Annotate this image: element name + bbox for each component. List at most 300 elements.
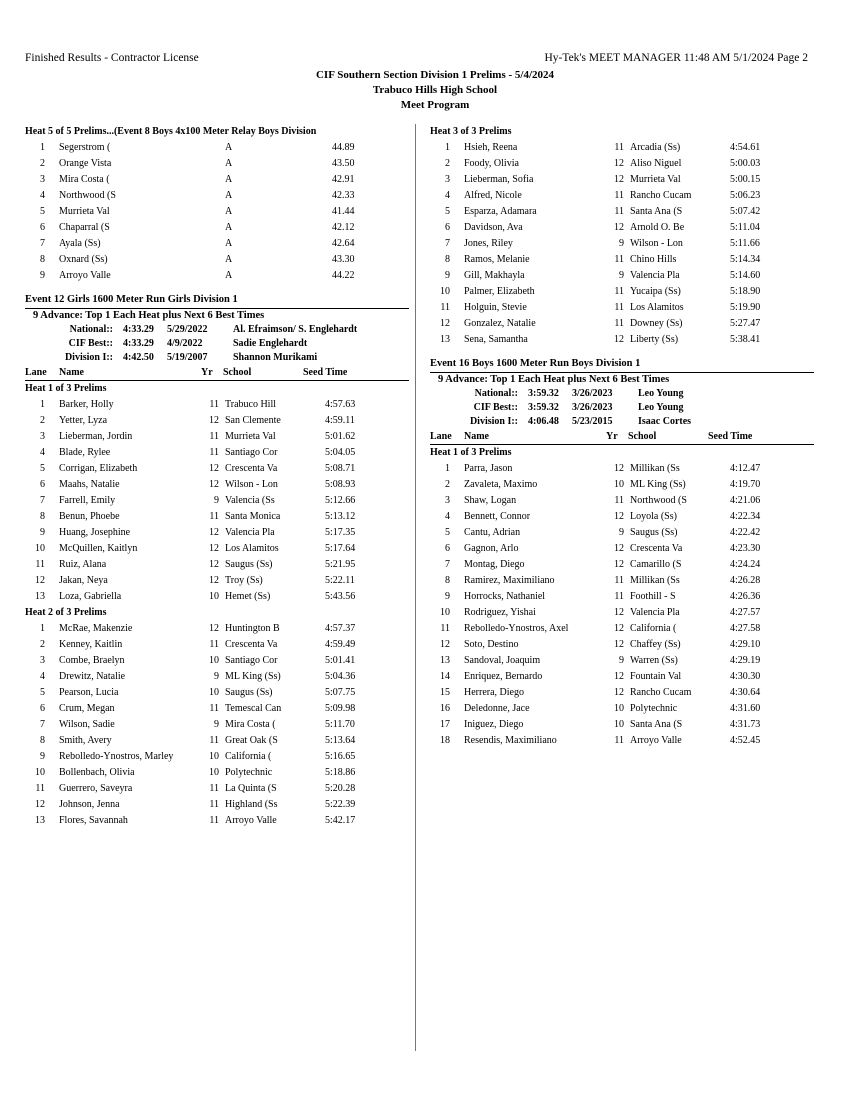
athlete-name: Sandoval, Joaquim — [464, 655, 541, 666]
entry-row — [25, 813, 409, 829]
seed-time: 5:08.93 — [325, 479, 356, 490]
seed-time: 4:27.58 — [730, 623, 761, 634]
school: Millikan (Ss — [630, 463, 680, 474]
entry-row — [25, 733, 409, 749]
team: Segerstrom ( — [59, 142, 111, 153]
relay-row — [25, 140, 409, 156]
school: Troy (Ss) — [225, 575, 263, 586]
seed-time: 4:29.10 — [730, 639, 761, 650]
lane: 3 — [445, 174, 450, 185]
school: Polytechnic — [630, 703, 678, 714]
school: Los Alamitos — [225, 543, 279, 554]
year: 11 — [209, 735, 219, 746]
year: 11 — [614, 495, 624, 506]
team: Oxnard (Ss) — [59, 254, 108, 265]
record-time: 4:42.50 — [123, 352, 154, 363]
lane: 2 — [40, 639, 45, 650]
school: Yucaipa (Ss) — [630, 286, 681, 297]
year: 10 — [209, 591, 219, 602]
event-16-title: Event 16 Boys 1600 Meter Run Boys Division 1 — [430, 356, 814, 373]
lane: 7 — [40, 719, 45, 730]
record-row — [430, 415, 814, 429]
column-divider — [415, 124, 416, 1051]
lane: 12 — [35, 799, 45, 810]
record-holder: Sadie Englehardt — [233, 338, 308, 349]
lane: 10 — [440, 286, 450, 297]
meet-venue: Trabuco Hills High School — [372, 84, 498, 96]
record-date: 4/9/2022 — [167, 338, 203, 349]
year: 10 — [209, 687, 219, 698]
record-holder: Al. Efraimson/ S. Englehardt — [233, 324, 358, 335]
record-holder: Isaac Cortes — [638, 416, 692, 427]
lane: 10 — [440, 607, 450, 618]
athlete-name: Ramos, Melanie — [464, 254, 530, 265]
lane: 1 — [40, 399, 45, 410]
athlete-name: Huang, Josephine — [59, 527, 131, 538]
year: 11 — [209, 799, 219, 810]
athlete-name: Herrera, Diego — [464, 687, 524, 698]
seed-time: 43.50 — [332, 158, 355, 169]
school: Liberty (Ss) — [630, 334, 679, 345]
lane: 1 — [445, 142, 450, 153]
lane: 5 — [40, 687, 45, 698]
lane: 8 — [40, 735, 45, 746]
relay-row — [25, 188, 409, 204]
relay-heat-title: Heat 5 of 5 Prelims...(Event 8 Boys 4x100 Meter Relay Boys Division — [25, 126, 317, 137]
year: 10 — [614, 479, 624, 490]
year: 9 — [214, 671, 219, 682]
lane: 12 — [35, 575, 45, 586]
year: 10 — [209, 751, 219, 762]
entry-row — [430, 268, 814, 284]
record-time: 4:06.48 — [528, 416, 559, 427]
entry-row — [430, 332, 814, 348]
col-name: Name — [464, 431, 489, 442]
entry-row — [430, 477, 814, 493]
athlete-name: Bollenbach, Olivia — [59, 767, 135, 778]
entry-row — [25, 461, 409, 477]
athlete-name: Foody, Olivia — [464, 158, 519, 169]
school: Foothill - S — [630, 591, 676, 602]
year: 12 — [614, 639, 624, 650]
athlete-name: Holguin, Stevie — [464, 302, 527, 313]
school: Saugus (Ss) — [225, 559, 273, 570]
seed-time: 5:08.71 — [325, 463, 356, 474]
entry-row — [25, 541, 409, 557]
lane: 8 — [445, 254, 450, 265]
entry-row — [25, 429, 409, 445]
entry-row — [25, 413, 409, 429]
team: Ayala (Ss) — [59, 238, 101, 249]
athlete-name: Pearson, Lucia — [59, 687, 119, 698]
lane: 7 — [40, 495, 45, 506]
athlete-name: Soto, Destino — [464, 639, 519, 650]
entry-row — [430, 653, 814, 669]
entry-row — [430, 525, 814, 541]
school: California ( — [225, 751, 272, 762]
record-row — [430, 401, 814, 415]
entry-row — [25, 653, 409, 669]
seed-time: 5:00.03 — [730, 158, 761, 169]
year: 12 — [614, 463, 624, 474]
school: Los Alamitos — [630, 302, 684, 313]
record-label: National:: — [474, 388, 518, 399]
seed-time: 44.89 — [332, 142, 355, 153]
year: 9 — [619, 270, 624, 281]
right-column — [430, 124, 814, 749]
entry-row — [430, 605, 814, 621]
year: 10 — [614, 703, 624, 714]
athlete-name: Deledonne, Jace — [464, 703, 530, 714]
school: Murrieta Val — [630, 174, 681, 185]
entry-row — [430, 316, 814, 332]
seed-time: 5:13.12 — [325, 511, 356, 522]
seed-time: 5:38.41 — [730, 334, 761, 345]
school: California ( — [630, 623, 677, 634]
school: Valencia (Ss — [225, 495, 275, 506]
year: 11 — [209, 399, 219, 410]
lane: 6 — [445, 222, 450, 233]
relay-letter: A — [225, 222, 233, 233]
record-row — [25, 351, 409, 365]
school: Santa Monica — [225, 511, 281, 522]
seed-time: 5:11.04 — [730, 222, 760, 233]
athlete-name: Gill, Makhayla — [464, 270, 525, 281]
lane: 4 — [40, 671, 45, 682]
year: 12 — [614, 671, 624, 682]
athlete-name: Maahs, Natalie — [59, 479, 120, 490]
record-label: Division I:: — [64, 352, 113, 363]
seed-time: 4:24.24 — [730, 559, 761, 570]
seed-time: 5:17.64 — [325, 543, 356, 554]
athlete-name: Montag, Diego — [464, 559, 525, 570]
lane: 13 — [440, 334, 450, 345]
seed-time: 5:07.42 — [730, 206, 761, 217]
year: 11 — [614, 575, 624, 586]
athlete-name: Loza, Gabriella — [59, 591, 122, 602]
record-time: 4:33.29 — [123, 338, 154, 349]
team: Chaparral (S — [59, 222, 110, 233]
entry-row — [25, 637, 409, 653]
entry-row — [430, 252, 814, 268]
athlete-name: Iniguez, Diego — [464, 719, 524, 730]
athlete-name: Sena, Samantha — [464, 334, 528, 345]
year: 11 — [209, 511, 219, 522]
team: Orange Vista — [59, 158, 112, 169]
year: 12 — [614, 158, 624, 169]
seed-time: 4:26.36 — [730, 591, 761, 602]
seed-time: 5:04.36 — [325, 671, 356, 682]
athlete-name: Gonzalez, Natalie — [464, 318, 536, 329]
entry-row — [25, 573, 409, 589]
seed-time: 4:31.60 — [730, 703, 761, 714]
entry-row — [25, 397, 409, 413]
record-date: 3/26/2023 — [572, 402, 613, 413]
advance-rule: 9 Advance: Top 1 Each Heat plus Next 6 Best Times — [33, 310, 265, 321]
lane: 1 — [40, 623, 45, 634]
relay-row — [25, 172, 409, 188]
year: 12 — [209, 623, 219, 634]
athlete-name: Combe, Braelyn — [59, 655, 125, 666]
col-seed: Seed Time — [708, 431, 753, 442]
seed-time: 42.91 — [332, 174, 355, 185]
lane: 4 — [445, 511, 450, 522]
year: 12 — [614, 687, 624, 698]
school: Arroyo Valle — [225, 815, 277, 826]
school: Millikan (Ss — [630, 575, 680, 586]
athlete-name: Rebolledo-Ynostros, Marley — [59, 751, 174, 762]
school: Downey (Ss) — [630, 318, 683, 329]
year: 11 — [614, 591, 624, 602]
lane: 15 — [440, 687, 450, 698]
lane: 6 — [445, 543, 450, 554]
seed-time: 42.12 — [332, 222, 355, 233]
school: Highland (Ss — [225, 799, 278, 810]
heat-title: Heat 1 of 3 Prelims — [25, 383, 107, 394]
entry-row — [430, 669, 814, 685]
seed-time: 4:27.57 — [730, 607, 761, 618]
entry-row — [430, 156, 814, 172]
school: Huntington B — [225, 623, 280, 634]
column-headers — [25, 365, 409, 381]
seed-time: 5:12.66 — [325, 495, 356, 506]
col-name: Name — [59, 367, 84, 378]
record-holder: Shannon Murikami — [233, 352, 318, 363]
athlete-name: Hsieh, Reena — [464, 142, 518, 153]
entry-row — [25, 797, 409, 813]
entry-row — [430, 621, 814, 637]
athlete-name: Yetter, Lyza — [59, 415, 108, 426]
seed-time: 4:54.61 — [730, 142, 761, 153]
event-12-title: Event 12 Girls 1600 Meter Run Girls Division 1 — [25, 292, 409, 309]
school: Polytechnic — [225, 767, 273, 778]
seed-time: 5:07.75 — [325, 687, 356, 698]
entry-row — [430, 557, 814, 573]
school: Saugus (Ss) — [225, 687, 273, 698]
year: 12 — [209, 415, 219, 426]
page-header — [25, 52, 825, 114]
year: 10 — [209, 655, 219, 666]
record-row — [430, 387, 814, 401]
lane: 10 — [35, 767, 45, 778]
lane: 1 — [40, 142, 45, 153]
year: 11 — [614, 142, 624, 153]
meet-title: CIF Southern Section Division 1 Prelims - 5/4/2024 — [315, 69, 555, 81]
record-date: 5/23/2015 — [572, 416, 613, 427]
record-label: National:: — [69, 324, 113, 335]
team: Arroyo Valle — [59, 270, 111, 281]
year: 11 — [614, 318, 624, 329]
lane: 17 — [440, 719, 450, 730]
school: Santiago Cor — [225, 655, 278, 666]
lane: 13 — [35, 591, 45, 602]
lane: 6 — [40, 703, 45, 714]
seed-time: 5:42.17 — [325, 815, 356, 826]
year: 12 — [209, 559, 219, 570]
athlete-name: Shaw, Logan — [464, 495, 517, 506]
school: La Quinta (S — [225, 783, 277, 794]
seed-time: 4:31.73 — [730, 719, 761, 730]
relay-letter: A — [225, 254, 233, 265]
school: Valencia Pla — [630, 607, 680, 618]
school: Warren (Ss) — [630, 655, 678, 666]
year: 12 — [209, 575, 219, 586]
lane: 6 — [40, 222, 45, 233]
seed-time: 5:06.23 — [730, 190, 761, 201]
seed-time: 5:14.60 — [730, 270, 761, 281]
school: Aliso Niguel — [630, 158, 682, 169]
entry-row — [430, 509, 814, 525]
athlete-name: Flores, Savannah — [59, 815, 128, 826]
year: 12 — [614, 543, 624, 554]
athlete-name: Corrigan, Elizabeth — [59, 463, 138, 474]
entry-row — [430, 573, 814, 589]
school: Arnold O. Be — [630, 222, 685, 233]
school: Chaffey (Ss) — [630, 639, 681, 650]
athlete-name: Lieberman, Sofia — [464, 174, 534, 185]
lane: 7 — [445, 238, 450, 249]
entry-row — [25, 621, 409, 637]
entry-row — [25, 781, 409, 797]
lane: 13 — [35, 815, 45, 826]
relay-letter: A — [225, 270, 233, 281]
lane: 2 — [445, 158, 450, 169]
athlete-name: Horrocks, Nathaniel — [464, 591, 546, 602]
entry-row — [430, 717, 814, 733]
heat-title: Heat 2 of 3 Prelims — [25, 607, 107, 618]
lane: 13 — [440, 655, 450, 666]
athlete-name: Zavaleta, Maximo — [464, 479, 538, 490]
record-label: Division I:: — [469, 416, 518, 427]
athlete-name: Palmer, Elizabeth — [464, 286, 535, 297]
lane: 18 — [440, 735, 450, 746]
seed-time: 5:19.90 — [730, 302, 761, 313]
seed-time: 5:17.35 — [325, 527, 356, 538]
lane: 9 — [445, 270, 450, 281]
record-holder: Leo Young — [638, 402, 684, 413]
year: 11 — [209, 431, 219, 442]
lane: 14 — [440, 671, 450, 682]
year: 9 — [619, 238, 624, 249]
school: Chino Hills — [630, 254, 677, 265]
record-date: 3/26/2023 — [572, 388, 613, 399]
school: Mira Costa ( — [225, 719, 276, 730]
school: Loyola (Ss) — [630, 511, 677, 522]
software-page-info: Hy-Tek's MEET MANAGER 11:48 AM 5/1/2024 Page 2 — [544, 52, 808, 64]
lane: 4 — [445, 190, 450, 201]
lane: 6 — [40, 479, 45, 490]
lane: 4 — [40, 447, 45, 458]
seed-time: 4:22.34 — [730, 511, 761, 522]
athlete-name: Lieberman, Jordin — [59, 431, 133, 442]
athlete-name: Barker, Holly — [59, 399, 114, 410]
lane: 3 — [40, 655, 45, 666]
athlete-name: Parra, Jason — [464, 463, 513, 474]
year: 12 — [209, 463, 219, 474]
school: Valencia Pla — [630, 270, 680, 281]
team: Mira Costa ( — [59, 174, 110, 185]
entry-row — [430, 220, 814, 236]
school: Temescal Can — [225, 703, 282, 714]
license-text: Finished Results - Contractor License — [25, 52, 199, 64]
lane: 3 — [40, 174, 45, 185]
school: Crescenta Va — [225, 463, 278, 474]
col-lane: Lane — [25, 367, 47, 378]
school: Crescenta Va — [225, 639, 278, 650]
heat-rows — [430, 461, 814, 749]
entry-row — [430, 300, 814, 316]
school: Santiago Cor — [225, 447, 278, 458]
year: 12 — [614, 559, 624, 570]
year: 12 — [209, 527, 219, 538]
year: 12 — [614, 511, 624, 522]
seed-time: 4:57.37 — [325, 623, 356, 634]
lane: 3 — [40, 431, 45, 442]
lane: 11 — [440, 623, 450, 634]
year: 11 — [209, 703, 219, 714]
athlete-name: Benun, Phoebe — [59, 511, 120, 522]
lane: 5 — [445, 527, 450, 538]
lane: 12 — [440, 318, 450, 329]
school: Saugus (Ss) — [630, 527, 678, 538]
athlete-name: Guerrero, Saveyra — [59, 783, 133, 794]
athlete-name: Davidson, Ava — [464, 222, 523, 233]
year: 9 — [619, 655, 624, 666]
advance-rule: 9 Advance: Top 1 Each Heat plus Next 6 Best Times — [438, 374, 670, 385]
school: Northwood (S — [630, 495, 687, 506]
year: 9 — [214, 495, 219, 506]
entry-row — [430, 541, 814, 557]
lane: 2 — [40, 158, 45, 169]
year: 12 — [614, 334, 624, 345]
seed-time: 4:30.30 — [730, 671, 761, 682]
lane: 11 — [440, 302, 450, 313]
lane: 5 — [40, 206, 45, 217]
school: Murrieta Val — [225, 431, 276, 442]
heat-rows — [430, 140, 814, 348]
entry-row — [25, 509, 409, 525]
left-column — [25, 124, 409, 829]
year: 11 — [614, 254, 624, 265]
col-lane: Lane — [430, 431, 452, 442]
col-yr: Yr — [606, 431, 618, 442]
entry-row — [430, 493, 814, 509]
athlete-name: Bennett, Connor — [464, 511, 531, 522]
heat-title: Heat 3 of 3 Prelims — [430, 126, 512, 137]
seed-time: 4:57.63 — [325, 399, 356, 410]
year: 12 — [614, 607, 624, 618]
entry-row — [25, 557, 409, 573]
record-holder: Leo Young — [638, 388, 684, 399]
school: Santa Ana (S — [630, 206, 683, 217]
entry-row — [25, 749, 409, 765]
seed-time: 5:00.15 — [730, 174, 761, 185]
seed-time: 5:11.66 — [730, 238, 760, 249]
team: Murrieta Val — [59, 206, 110, 217]
seed-time: 5:43.56 — [325, 591, 356, 602]
athlete-name: Alfred, Nicole — [464, 190, 522, 201]
record-date: 5/29/2022 — [167, 324, 208, 335]
relay-rows — [25, 140, 409, 284]
seed-time: 5:13.64 — [325, 735, 356, 746]
athlete-name: Jakan, Neya — [59, 575, 108, 586]
seed-time: 4:59.49 — [325, 639, 356, 650]
lane: 7 — [445, 559, 450, 570]
col-seed: Seed Time — [303, 367, 348, 378]
school: San Clemente — [225, 415, 281, 426]
heat-rows — [25, 397, 409, 605]
entry-row — [25, 669, 409, 685]
